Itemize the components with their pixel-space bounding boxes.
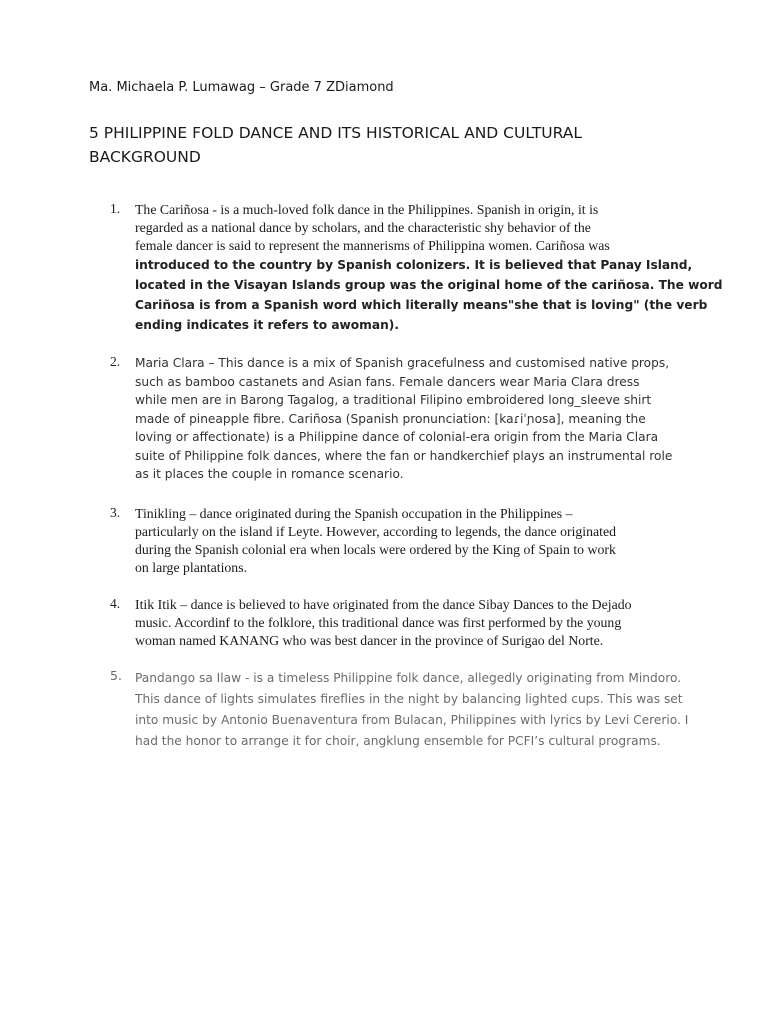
text-line: Maria Clara – This dance is a mix of Spanish gracefulness and customised native props, bbox=[135, 356, 670, 370]
text-line: loving or affectionate) is a Philippine dance of colonial-era origin from the Maria Clara bbox=[135, 430, 659, 444]
text-line: particularly on the island if Leyte. However, according to legends, the dance originated bbox=[135, 524, 617, 539]
text-line: music. Accordinf to the folklore, this traditional dance was first performed by the young bbox=[135, 615, 622, 630]
text-line: Tinikling – dance originated during the Spanish occupation in the Philippines – bbox=[135, 506, 573, 521]
list-item-number: 2. bbox=[110, 354, 121, 369]
list-item-text bbox=[135, 596, 665, 650]
list-item-number: 4. bbox=[110, 596, 121, 611]
text-line: while men are in Barong Tagalog, a traditional Filipino embroidered long_sleeve shirt bbox=[135, 393, 652, 407]
text-line: Itik Itik – dance is believed to have originated from the dance Sibay Dances to the Dejado bbox=[135, 597, 632, 612]
text-line: during the Spanish colonial era when locals were ordered by the King of Spain to work bbox=[135, 542, 616, 557]
list-item-number: 1. bbox=[110, 201, 121, 216]
author-line: Ma. Michaela P. Lumawag – Grade 7 ZDiamond bbox=[89, 80, 394, 95]
text-line: The Cariñosa - is a much-loved folk dance in the Philippines. Spanish in origin, it is bbox=[135, 202, 599, 217]
list-item-text bbox=[135, 505, 665, 577]
text-line: regarded as a national dance by scholars, and the characteristic shy behavior of the bbox=[135, 220, 591, 235]
text-line: Cariñosa is from a Spanish word which literally means"she that is loving" (the verb bbox=[135, 298, 708, 312]
text-line: woman named KANANG who was best dancer in the province of Surigao del Norte. bbox=[135, 633, 604, 648]
text-line: had the honor to arrange it for choir, angklung ensemble for PCFI’s cultural programs. bbox=[135, 734, 661, 748]
text-line: female dancer is said to represent the mannerisms of Philippina women. Cariñosa was bbox=[135, 238, 610, 253]
text-line: This dance of lights simulates fireflies in the night by balancing lighted cups. This was set bbox=[135, 692, 683, 706]
text-line: Pandango sa Ilaw - is a timeless Philippine folk dance, allegedly originating from Mindoro. bbox=[135, 671, 682, 685]
list-item-text bbox=[135, 668, 689, 752]
text-line: into music by Antonio Buenaventura from Bulacan, Philippines with lyrics by Levi Cererio. I bbox=[135, 713, 689, 727]
text-line: such as bamboo castanets and Asian fans. Female dancers wear Maria Clara dress bbox=[135, 374, 640, 389]
document-title bbox=[89, 121, 649, 169]
text-line: as it places the couple in romance scenario. bbox=[135, 467, 404, 481]
title-line: BACKGROUND bbox=[89, 148, 201, 166]
list-item-number: 3. bbox=[110, 505, 121, 520]
text-line: located in the Visayan Islands group was the original home of the cariñosa. The word bbox=[135, 278, 723, 292]
text-line: ending indicates it refers to awoman). bbox=[135, 318, 399, 332]
list-item-text bbox=[135, 201, 723, 335]
list-item-number: 5. bbox=[110, 668, 122, 683]
text-line: on large plantations. bbox=[135, 560, 248, 575]
list-item-text bbox=[135, 354, 673, 484]
text-line: suite of Philippine folk dances, where the fan or handkerchief plays an instrumental role bbox=[135, 448, 673, 463]
text-line: made of pineapple fibre. Cariñosa (Spanish pronunciation: [kaɾiˈɲosa], meaning the bbox=[135, 411, 646, 426]
title-line: 5 PHILIPPINE FOLD DANCE AND ITS HISTORICAL AND CULTURAL bbox=[89, 124, 583, 142]
text-line: introduced to the country by Spanish colonizers. It is believed that Panay Island, bbox=[135, 258, 693, 272]
